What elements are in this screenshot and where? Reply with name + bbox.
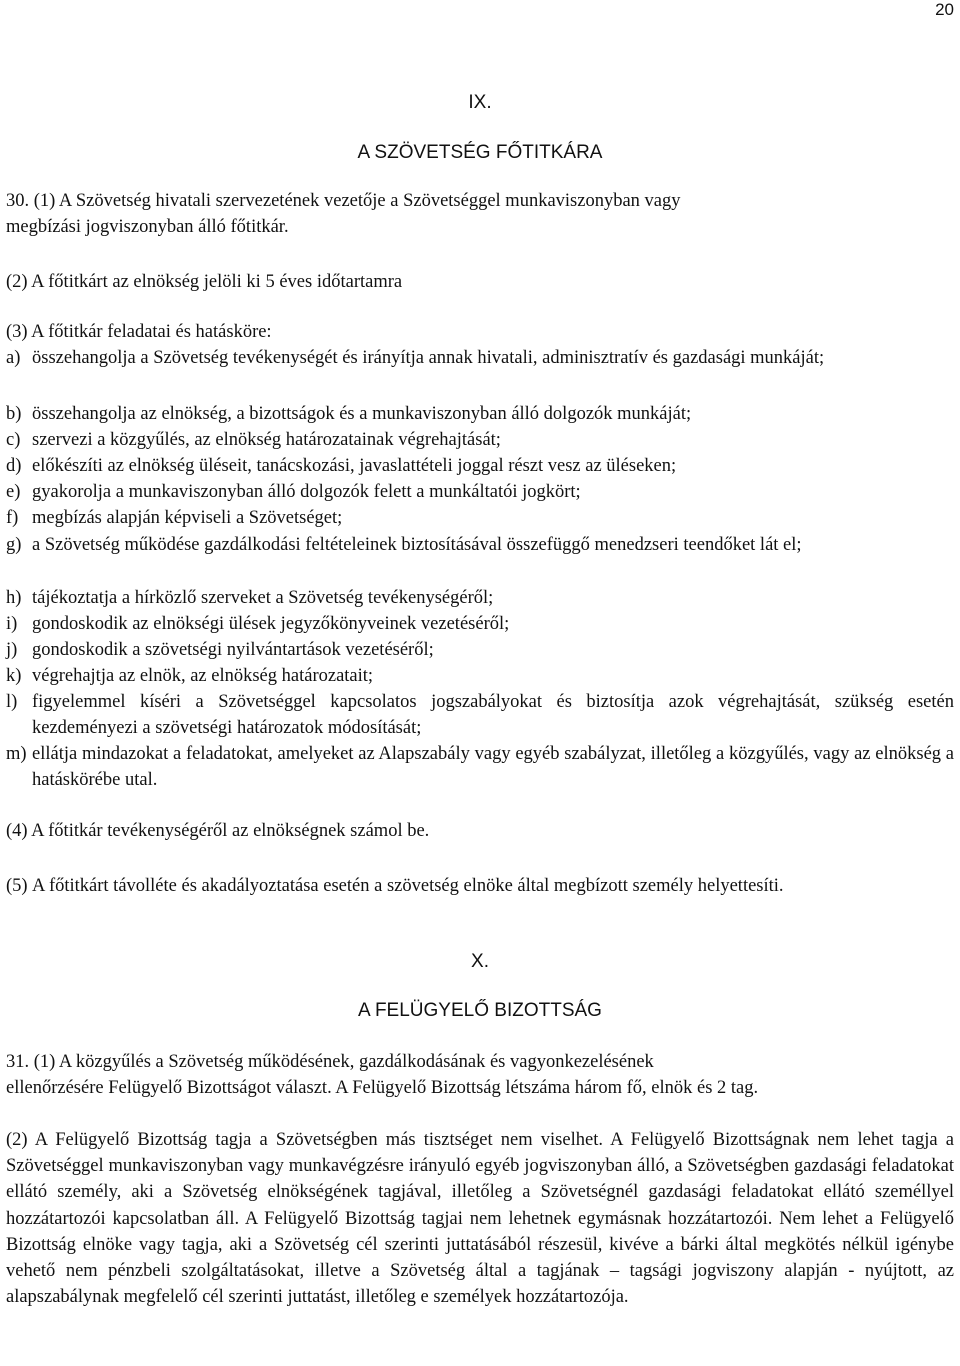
list-item-text: gyakorolja a munkaviszonyban álló dolgozók felett a munkáltatói jogkört; — [32, 482, 581, 502]
section-x-p2: (2) A Felügyelő Bizottság tagja a Szövetségben más tisztséget nem viselhet. A Felügyelő Bizottságnak nem lehet tagja a Szövetséggel munkaviszonyban vagy munkavégzésre irányuló egyéb jogviszonyban álló, a Szövetségben gazdasági feladatokat ellátó személy, aki a Szövetség elnökségének tagjával, illetőleg a Szövetségnél gazdasági feladatokat ellátó személlyel hozzátartozói kapcsolatban áll. A Felügyelő Bizottság tagjai nem lehetnek egymásnak hozzátartozói. Nem lehet a Felügyelő Bizottság elnöke vagy tagja, aki a Szövetség cél szerinti juttatásából részesül, kivéve a bárki által megkötés nélkül igénybe vehető nem pénzbeli szolgáltatásokat, illetve a Szövetség által a tagjának – tagsági jogviszony alapján - nyújtott, az alapszabálynak megfelelő cél szerinti juttatást, illetőleg e személyek hozzátartozója. — [6, 1130, 954, 1308]
section-ix-p2: (2) A főtitkárt az elnökség jelöli ki 5 éves időtartamra — [6, 272, 403, 292]
list-item-label: e) — [6, 482, 21, 502]
list-item-text: végrehajtja az elnök, az elnökség határozatait; — [32, 666, 374, 686]
list-item — [6, 345, 954, 371]
list-item-label: l) — [6, 692, 18, 712]
section-x-number: X. — [471, 951, 489, 972]
list-item-label: b) — [6, 404, 22, 424]
list-item — [6, 689, 954, 741]
list-item-text: a Szövetség működése gazdálkodási feltételeinek biztosításával összefüggő menedzseri teendőket lát el; — [32, 535, 802, 555]
section-ix-p1-line1: 30. (1) A Szövetség hivatali szervezetének vezetője a Szövetséggel munkaviszonyban vagy — [6, 191, 681, 211]
list-item — [6, 532, 954, 558]
list-item-text: összehangolja az elnökség, a bizottságok és a munkaviszonyban álló dolgozók munkáját; — [32, 404, 692, 424]
list-item — [6, 427, 954, 453]
list-item-label: j) — [6, 640, 18, 660]
section-ix-p1-line2: megbízási jogviszonyban álló főtitkár. — [6, 217, 289, 237]
list-item-label: f) — [6, 508, 19, 528]
list-item-label: i) — [6, 614, 18, 634]
list-item-text: előkészíti az elnökség üléseit, tanácskozási, javaslattételi joggal részt vesz az üléseken; — [32, 456, 677, 476]
section-ix-p3: (3) A főtitkár feladatai és hatásköre: — [6, 322, 272, 342]
list-item-text: gondoskodik az elnökségi ülések jegyzőkönyveinek vezetéséről; — [32, 614, 510, 634]
list-item — [6, 479, 954, 505]
paragraph-text: A főtitkárt távolléte és akadályoztatása esetén a szövetség elnöke által megbízott személy helyettesíti. — [32, 876, 784, 896]
page-number: 20 — [935, 0, 954, 19]
list-item-label: g) — [6, 535, 22, 555]
list-item — [6, 611, 954, 637]
list-item-text: megbízás alapján képviseli a Szövetséget; — [32, 508, 343, 528]
list-item — [6, 585, 954, 611]
list-item — [6, 453, 954, 479]
section-x-p1-line1: 31. (1) A közgyűlés a Szövetség működésének, gazdálkodásának és vagyonkezelésének — [6, 1052, 654, 1072]
section-x-title: A FELÜGYELŐ BIZOTTSÁG — [358, 1000, 602, 1021]
list-item-text: tájékoztatja a hírközlő szerveket a Szövetség tevékenységéről; — [32, 588, 494, 608]
list-item — [6, 505, 954, 531]
list-item-text: ellátja mindazokat a feladatokat, amelyeket az Alapszabály vagy egyéb szabályzat, illetőleg a közgyűlés, vagy az elnökség a hatáskörébe utal. — [32, 744, 954, 790]
list-item-label: k) — [6, 666, 22, 686]
list-item-text: szervezi a közgyűlés, az elnökség határozatainak végrehajtását; — [32, 430, 501, 450]
section-ix-title: A SZÖVETSÉG FŐTITKÁRA — [357, 142, 603, 163]
list-item — [6, 401, 954, 427]
section-ix-p4: (4) A főtitkár tevékenységéről az elnökségnek számol be. — [6, 821, 430, 841]
list-item-label: h) — [6, 588, 22, 608]
list-item-text: összehangolja a Szövetség tevékenységét és irányítja annak hivatali, adminisztratív és gazdasági munkáját; — [32, 348, 825, 368]
list-item-label: d) — [6, 456, 22, 476]
section-x-p1-line2: ellenőrzésére Felügyelő Bizottságot választ. A Felügyelő Bizottság létszáma három fő, elnök és 2 tag. — [6, 1078, 759, 1098]
list-item-label: m) — [6, 744, 27, 764]
list-item-text: figyelemmel kíséri a Szövetséggel kapcsolatos jogszabályokat és biztosítja azok végrehajtását, szükség esetén kezdeményezi a szövetségi határozatok módosítását; — [32, 692, 954, 738]
paragraph-label: (5) — [6, 876, 28, 896]
list-item-label: a) — [6, 348, 21, 368]
list-item-label: c) — [6, 430, 21, 450]
section-ix-p5 — [6, 873, 954, 899]
list-item — [6, 663, 954, 689]
list-item — [6, 637, 954, 663]
list-item-text: gondoskodik a szövetségi nyilvántartások vezetéséről; — [32, 640, 434, 660]
list-item — [6, 741, 954, 793]
section-ix-number: IX. — [468, 92, 492, 113]
